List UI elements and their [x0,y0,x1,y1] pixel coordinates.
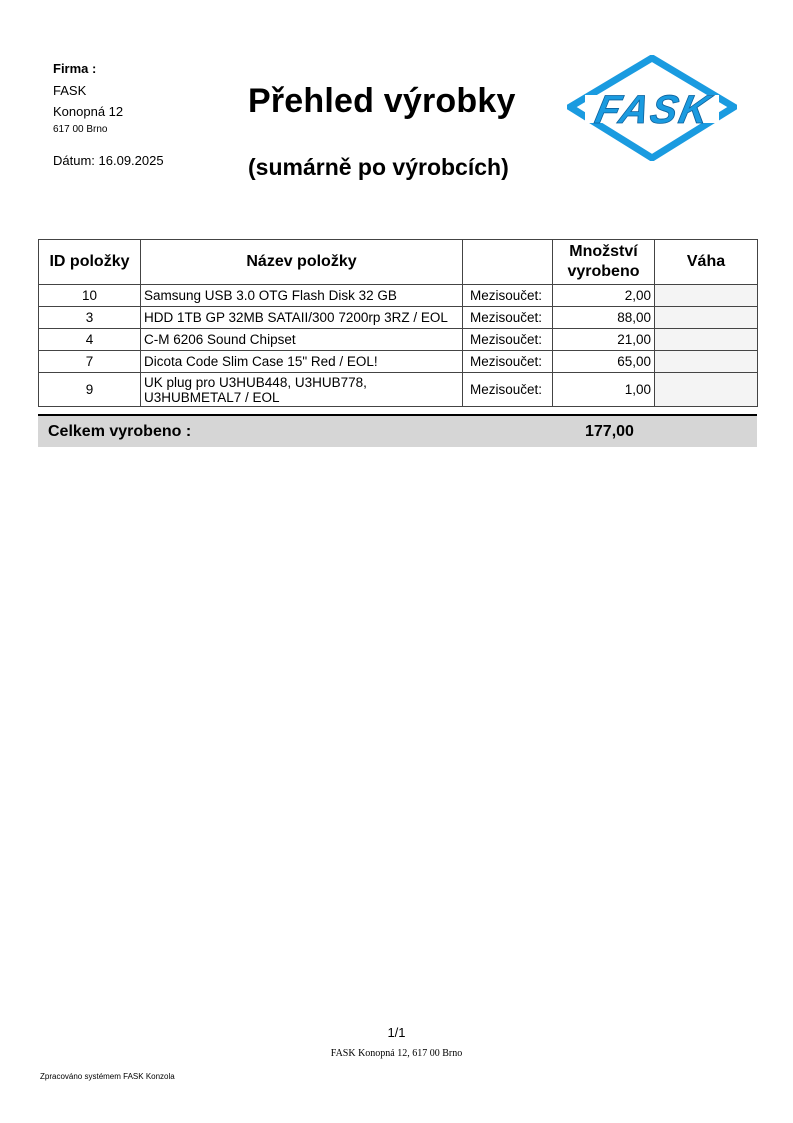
fask-logo-icon [567,55,737,161]
footer-address: FASK Konopná 12, 617 00 Brno [330,1048,463,1059]
subtotal-label: Mezisoučet: [463,329,553,351]
item-id: 9 [39,373,141,407]
logo-text: FASK [591,86,716,132]
page-number: 1/1 [387,1025,406,1040]
fask-logo [567,55,737,161]
subtotal-label: Mezisoučet: [463,373,553,407]
item-id: 7 [39,351,141,373]
item-id: 4 [39,329,141,351]
table-row [39,373,758,407]
company-street: Konopná 12 [53,104,124,119]
item-weight [655,307,758,329]
column-header-id: ID položky [39,240,141,285]
production-table [38,239,758,407]
column-header-name: Název položky [141,240,463,285]
item-quantity: 1,00 [553,373,655,407]
total-bar [38,414,757,447]
subtotal-label: Mezisoučet: [463,351,553,373]
item-weight [655,373,758,407]
report-title: Přehled výrobky [248,82,516,120]
report-subtitle: (sumárně po výrobcích) [248,154,509,180]
footer-system-note: Zpracováno systémem FASK Konzola [40,1072,175,1081]
report-date: Dátum: 16.09.2025 [53,153,164,168]
item-quantity: 65,00 [553,351,655,373]
item-name: Samsung USB 3.0 OTG Flash Disk 32 GB [141,285,463,307]
column-header-subtotal [463,240,553,285]
column-header-weight: Váha [655,240,758,285]
column-header-quantity [553,240,655,285]
total-label: Celkem vyrobeno : [48,423,192,440]
item-id: 10 [39,285,141,307]
item-name: C-M 6206 Sound Chipset [141,329,463,351]
item-quantity: 88,00 [553,307,655,329]
item-name: HDD 1TB GP 32MB SATAII/300 7200rp 3RZ / EOL [141,307,463,329]
item-name: Dicota Code Slim Case 15" Red / EOL! [141,351,463,373]
item-quantity: 21,00 [553,329,655,351]
table-row [39,329,758,351]
item-quantity: 2,00 [553,285,655,307]
total-value: 177,00 [585,423,634,440]
column-header-quantity-line1: Množství [569,243,638,260]
table-row [39,285,758,307]
item-name: UK plug pro U3HUB448, U3HUB778, U3HUBMETAL7 / EOL [141,373,463,407]
table-row [39,351,758,373]
column-header-quantity-line2: vyrobeno [567,263,640,280]
item-weight [655,351,758,373]
subtotal-label: Mezisoučet: [463,307,553,329]
item-weight [655,329,758,351]
item-id: 3 [39,307,141,329]
table-header-row [39,240,758,285]
company-label: Firma : [53,61,97,76]
subtotal-label: Mezisoučet: [463,285,553,307]
company-city: 617 00 Brno [53,124,108,135]
company-name: FASK [53,83,87,98]
item-weight [655,285,758,307]
table-row [39,307,758,329]
